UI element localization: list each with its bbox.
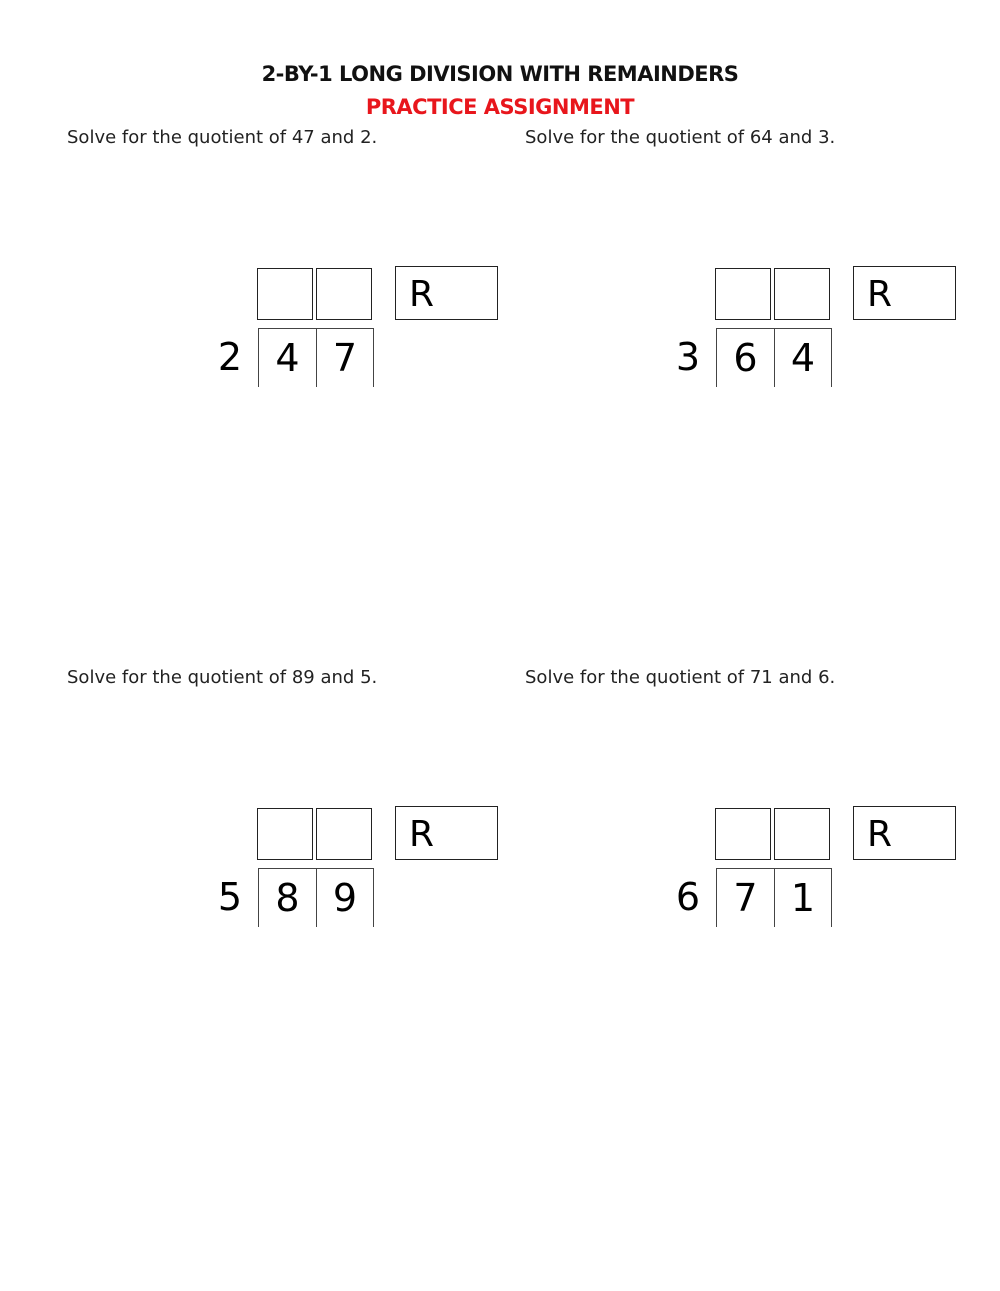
problem-1-prompt: Solve for the quotient of 47 and 2. [67,127,378,148]
problem-2-quotient-tens-box[interactable] [715,268,771,320]
problem-3-dividend-tens: 8 [258,868,316,927]
problem-3-quotient-tens-box[interactable] [257,808,313,860]
worksheet-subtitle: PRACTICE ASSIGNMENT [365,95,635,119]
worksheet-title: 2-BY-1 LONG DIVISION WITH REMAINDERS [261,62,739,86]
problem-4-quotient-ones-box[interactable] [774,808,830,860]
problem-1-quotient-tens-box[interactable] [257,268,313,320]
problem-4-divisor: 6 [675,875,701,919]
problem-3-divisor: 5 [217,875,243,919]
problem-2-quotient-ones-box[interactable] [774,268,830,320]
problem-2-divisor: 3 [675,335,701,379]
remainder-label: R [867,274,893,315]
problem-2-prompt: Solve for the quotient of 64 and 3. [525,127,836,148]
problem-3-remainder-box[interactable] [395,806,498,860]
problem-3-quotient-ones-box[interactable] [316,808,372,860]
problem-1-dividend-tens: 4 [258,328,316,387]
problem-4-prompt: Solve for the quotient of 71 and 6. [525,667,836,688]
problem-2-dividend-tens: 6 [716,328,774,387]
problem-4-division [673,808,973,938]
problem-1-remainder-box[interactable] [395,266,498,320]
problem-3-dividend-ones: 9 [316,868,374,927]
problem-3-prompt: Solve for the quotient of 89 and 5. [67,667,378,688]
problem-1-divisor: 2 [217,335,243,379]
problem-1-division [215,268,515,398]
problem-4-remainder-box[interactable] [853,806,956,860]
remainder-label: R [409,814,435,855]
problem-1-quotient-ones-box[interactable] [316,268,372,320]
problem-3-division [215,808,515,938]
problem-2-dividend-ones: 4 [774,328,832,387]
problem-1-dividend-ones: 7 [316,328,374,387]
problem-2-division [673,268,973,398]
problem-4-quotient-tens-box[interactable] [715,808,771,860]
problem-2-remainder-box[interactable] [853,266,956,320]
problem-4-dividend-ones: 1 [774,868,832,927]
remainder-label: R [867,814,893,855]
remainder-label: R [409,274,435,315]
problem-4-dividend-tens: 7 [716,868,774,927]
